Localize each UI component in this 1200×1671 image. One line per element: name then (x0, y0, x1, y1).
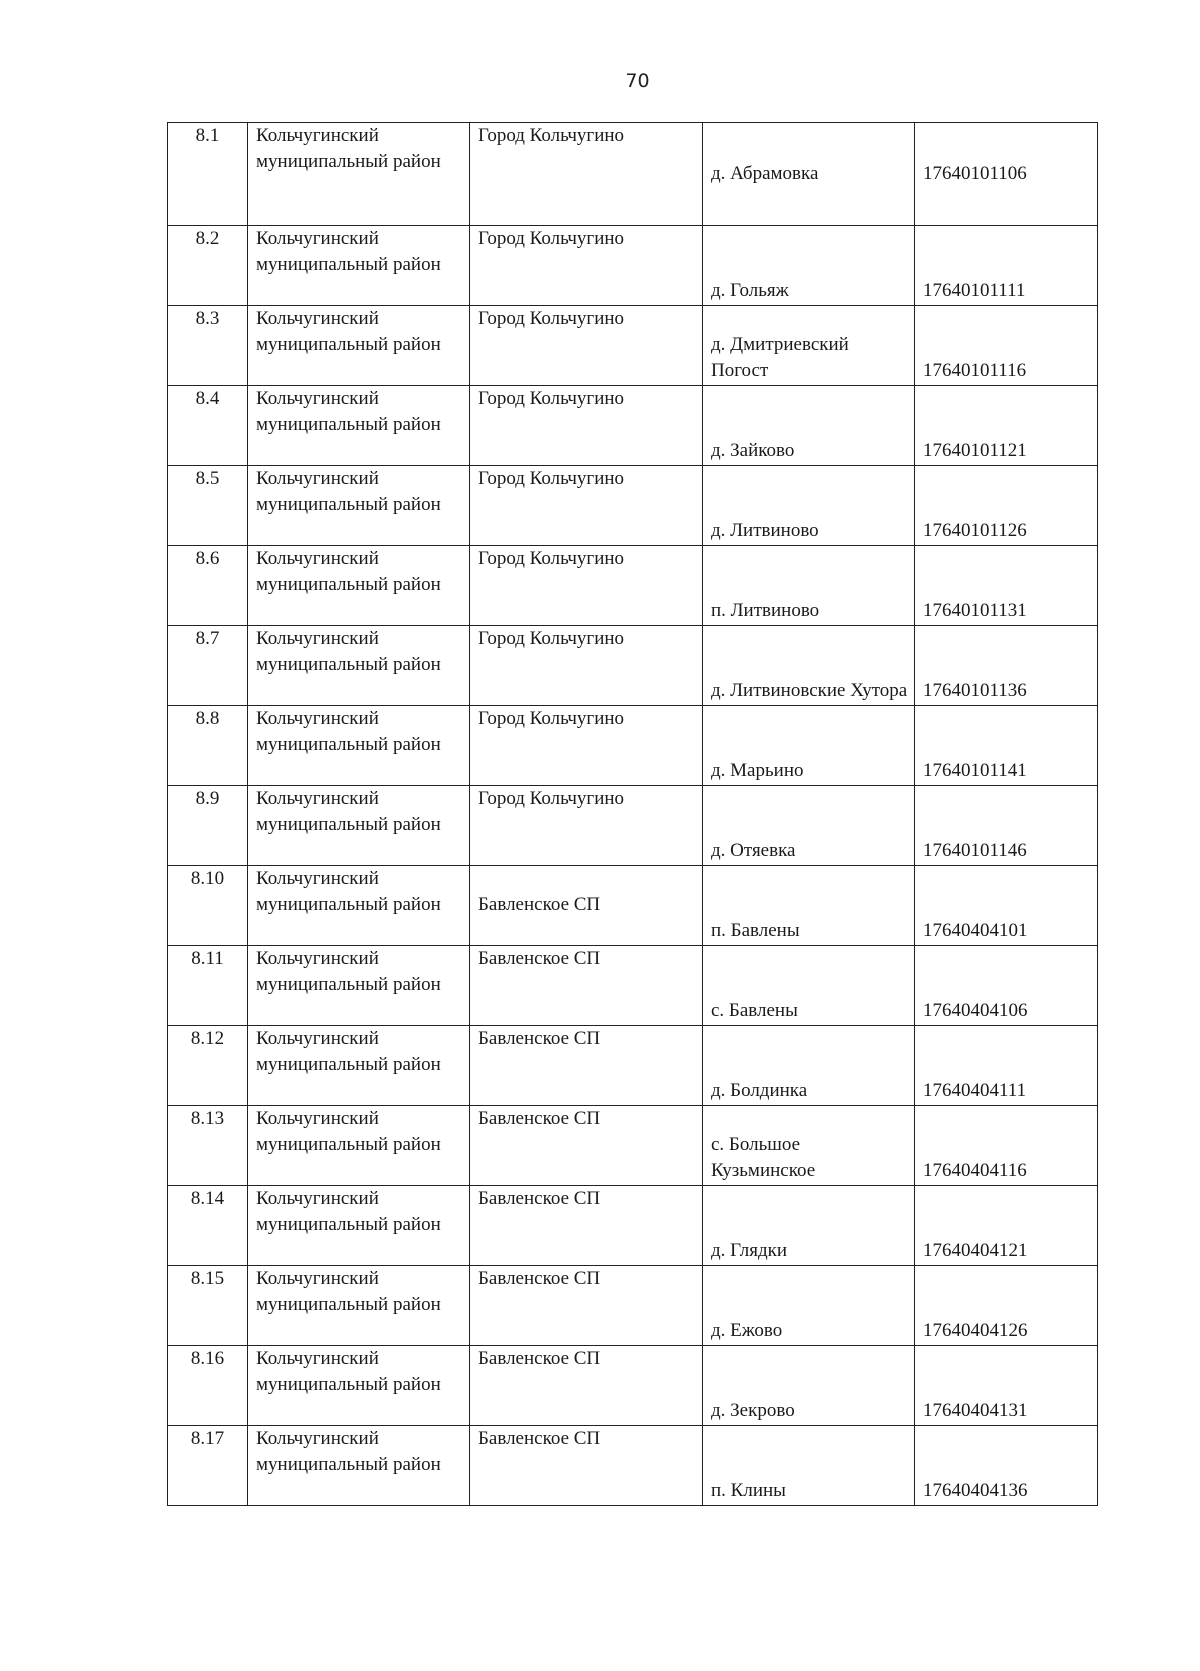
oktmo-code-cell: 17640101131 (915, 546, 1098, 626)
locality-cell: д. Абрамовка (703, 123, 915, 226)
oktmo-code-cell: 17640101116 (915, 306, 1098, 386)
table-row (168, 226, 1098, 306)
municipality-cell: Город Кольчугино (470, 306, 703, 386)
table-row (168, 123, 1098, 226)
oktmo-code-cell: 17640404106 (915, 946, 1098, 1026)
municipality-cell: Город Кольчугино (470, 546, 703, 626)
municipality-cell: Бавленское СП (470, 946, 703, 1026)
locality-cell: д. Глядки (703, 1186, 915, 1266)
page-number: 70 (625, 70, 650, 92)
row-number: 8.14 (168, 1186, 248, 1266)
locality-cell: д. Отяевка (703, 786, 915, 866)
district-cell: Кольчугинский муниципальный район (248, 1026, 470, 1106)
district-cell: Кольчугинский муниципальный район (248, 546, 470, 626)
district-cell: Кольчугинский муниципальный район (248, 123, 470, 226)
district-cell: Кольчугинский муниципальный район (248, 626, 470, 706)
district-cell: Кольчугинский муниципальный район (248, 1346, 470, 1426)
locality-cell: д. Марьино (703, 706, 915, 786)
row-number: 8.10 (168, 866, 248, 946)
municipality-cell: Город Кольчугино (470, 786, 703, 866)
municipality-cell: Город Кольчугино (470, 386, 703, 466)
table-row (168, 1346, 1098, 1426)
district-cell: Кольчугинский муниципальный район (248, 466, 470, 546)
oktmo-code-cell: 17640404116 (915, 1106, 1098, 1186)
row-number: 8.8 (168, 706, 248, 786)
oktmo-code-cell: 17640101121 (915, 386, 1098, 466)
locality-cell: д. Литвиново (703, 466, 915, 546)
table-row (168, 1106, 1098, 1186)
row-number: 8.4 (168, 386, 248, 466)
oktmo-code-cell: 17640404101 (915, 866, 1098, 946)
row-number: 8.16 (168, 1346, 248, 1426)
district-cell: Кольчугинский муниципальный район (248, 1426, 470, 1506)
row-number: 8.11 (168, 946, 248, 1026)
oktmo-code-cell: 17640404121 (915, 1186, 1098, 1266)
locality-cell: д. Дмитриевский Погост (703, 306, 915, 386)
table-row (168, 466, 1098, 546)
municipality-cell: Бавленское СП (470, 1106, 703, 1186)
oktmo-code-cell: 17640101111 (915, 226, 1098, 306)
municipality-cell: Город Кольчугино (470, 626, 703, 706)
settlements-table (167, 122, 1098, 1506)
table-row (168, 866, 1098, 946)
row-number: 8.12 (168, 1026, 248, 1106)
district-cell: Кольчугинский муниципальный район (248, 386, 470, 466)
district-cell: Кольчугинский муниципальный район (248, 866, 470, 946)
table-row (168, 946, 1098, 1026)
table-row (168, 1186, 1098, 1266)
district-cell: Кольчугинский муниципальный район (248, 786, 470, 866)
municipality-cell: Город Кольчугино (470, 706, 703, 786)
settlements-table-body (168, 123, 1098, 1506)
oktmo-code-cell: 17640404111 (915, 1026, 1098, 1106)
row-number: 8.13 (168, 1106, 248, 1186)
locality-cell: с. Бавлены (703, 946, 915, 1026)
table-row (168, 1266, 1098, 1346)
row-number: 8.3 (168, 306, 248, 386)
row-number: 8.1 (168, 123, 248, 226)
row-number: 8.6 (168, 546, 248, 626)
district-cell: Кольчугинский муниципальный район (248, 946, 470, 1026)
locality-cell: п. Бавлены (703, 866, 915, 946)
municipality-cell: Город Кольчугино (470, 123, 703, 226)
table-row (168, 706, 1098, 786)
municipality-cell (470, 866, 703, 946)
row-number: 8.17 (168, 1426, 248, 1506)
district-cell: Кольчугинский муниципальный район (248, 1266, 470, 1346)
table-row (168, 546, 1098, 626)
locality-cell: д. Гольяж (703, 226, 915, 306)
oktmo-code-cell: 17640101126 (915, 466, 1098, 546)
municipality-cell: Бавленское СП (470, 1266, 703, 1346)
table-row (168, 386, 1098, 466)
district-cell: Кольчугинский муниципальный район (248, 1106, 470, 1186)
district-cell: Кольчугинский муниципальный район (248, 226, 470, 306)
oktmo-code-cell: 17640101136 (915, 626, 1098, 706)
table-row (168, 1026, 1098, 1106)
district-cell: Кольчугинский муниципальный район (248, 306, 470, 386)
oktmo-code-cell: 17640404136 (915, 1426, 1098, 1506)
municipality-label: Бавленское СП (478, 894, 601, 915)
municipality-cell: Бавленское СП (470, 1186, 703, 1266)
locality-cell: п. Клины (703, 1426, 915, 1506)
oktmo-code-cell: 17640101141 (915, 706, 1098, 786)
municipality-cell: Бавленское СП (470, 1426, 703, 1506)
municipality-cell: Город Кольчугино (470, 466, 703, 546)
district-cell: Кольчугинский муниципальный район (248, 706, 470, 786)
locality-cell: д. Болдинка (703, 1026, 915, 1106)
table-row (168, 786, 1098, 866)
row-number: 8.9 (168, 786, 248, 866)
locality-cell: п. Литвиново (703, 546, 915, 626)
municipality-cell: Город Кольчугино (470, 226, 703, 306)
locality-cell: д. Литвиновские Хутора (703, 626, 915, 706)
district-cell: Кольчугинский муниципальный район (248, 1186, 470, 1266)
locality-cell: д. Зайково (703, 386, 915, 466)
locality-cell: с. Большое Кузьминское (703, 1106, 915, 1186)
oktmo-code-cell: 17640101146 (915, 786, 1098, 866)
oktmo-code-cell: 17640101106 (915, 123, 1098, 226)
table-row (168, 626, 1098, 706)
row-number: 8.7 (168, 626, 248, 706)
municipality-cell: Бавленское СП (470, 1026, 703, 1106)
row-number: 8.5 (168, 466, 248, 546)
locality-cell: д. Зекрово (703, 1346, 915, 1426)
row-number: 8.15 (168, 1266, 248, 1346)
oktmo-code-cell: 17640404131 (915, 1346, 1098, 1426)
municipality-cell: Бавленское СП (470, 1346, 703, 1426)
table-row (168, 1426, 1098, 1506)
table-row (168, 306, 1098, 386)
oktmo-code-cell: 17640404126 (915, 1266, 1098, 1346)
locality-cell: д. Ежово (703, 1266, 915, 1346)
row-number: 8.2 (168, 226, 248, 306)
